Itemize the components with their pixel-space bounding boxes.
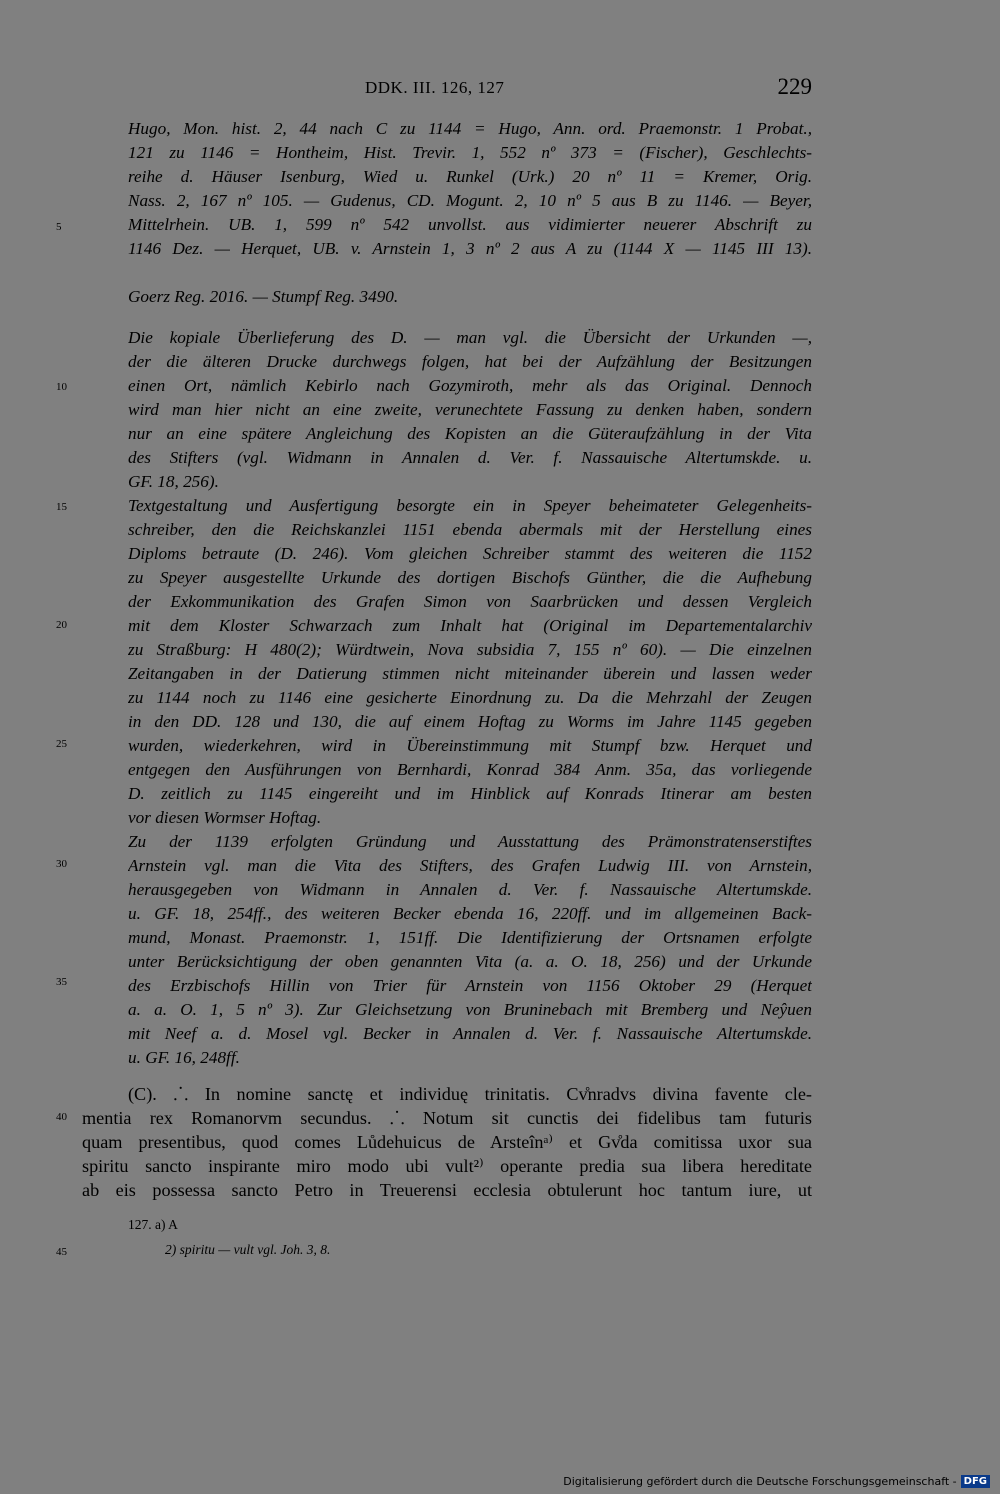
commentary-line: Die kopiale Überlieferung des D. — man vgl. die Übersicht der Urkunden —, (128, 328, 812, 347)
regesta-line: Goerz Reg. 2016. — Stumpf Reg. 3490. (128, 287, 399, 306)
commentary-line: Diploms betraute (D. 246). Vom gleichen Schreiber stammt des weiteren die 1152 (128, 544, 812, 563)
commentary-line: der Exkommunikation des Grafen Simon von Saarbrücken und dessen Vergleich (128, 592, 812, 611)
commentary-line: schreiber, den die Reichskanzlei 1151 ebenda abermals mit der Herstellung eines (128, 520, 812, 539)
charter-line: mentia rex Romanorvm secundus. ⸫ Notum sit cunctis dei fidelibus tam futuris (82, 1108, 812, 1128)
source-line: Mittelrhein. UB. 1, 599 nº 542 unvollst. aus vidimierter neuerer Abschrift zu (128, 215, 812, 234)
commentary-line: zu Speyer ausgestellte Urkunde des dortigen Bischofs Günther, die die Aufhebung (128, 568, 812, 587)
commentary-line: u. GF. 18, 254ff., des weiteren Becker ebenda 16, 220ff. und im allgemeinen Back- (128, 904, 812, 923)
line-number: 10 (56, 381, 67, 393)
line-number: 30 (56, 858, 67, 870)
footer-text: Digitalisierung gefördert durch die Deutsche Forschungsgemeinschaft - (563, 1474, 957, 1488)
commentary-line: Zeitangaben in der Datierung stimmen nicht miteinander überein und lassen weder (128, 664, 812, 683)
commentary-line: a. a. O. 1, 5 nº 3). Zur Gleichsetzung von Bruninebach mit Bremberg und Neŷuen (128, 1000, 812, 1019)
commentary-line: zu Straßburg: H 480(2); Würdtwein, Nova subsidia 7, 155 nº 60). — Die einzelnen (128, 640, 812, 659)
commentary-line: herausgegeben von Widmann in Annalen d. Ver. f. Nassauische Altertumskde. (128, 880, 812, 899)
commentary-line: D. zeitlich zu 1145 eingereiht und im Hinblick auf Konrads Itinerar am besten (128, 784, 812, 803)
charter-line: quam presentibus, quod comes Lůdehuicus de Arsteînᵃ⁾ et Gv̊da comitissa uxor sua (82, 1132, 812, 1152)
charter-line: (C). ⸫ In nomine sanctę et individuę trinitatis. Cv̊nradvs divina favente cle- (128, 1084, 812, 1104)
commentary-line: vor diesen Wormser Hoftag. (128, 808, 322, 827)
footnote-2: 2) spiritu — vult vgl. Joh. 3, 8. (165, 1242, 331, 1257)
commentary-line: mund, Monast. Praemonstr. 1, 151ff. Die Identifizierung der Ortsnamen erfolgte (128, 928, 812, 947)
commentary-line: Textgestaltung und Ausfertigung besorgte ein in Speyer beheimateter Gelegenheits- (128, 496, 812, 515)
footnote-label: 127. a) A (128, 1217, 178, 1232)
line-number: 25 (56, 738, 67, 750)
funding-footer (563, 1475, 990, 1489)
charter-line: spiritu sancto inspirante miro modo ubi vult²⁾ operante predia sua libera hereditate (82, 1156, 812, 1176)
running-title: DDK. III. 126, 127 (365, 78, 505, 97)
source-line: Hugo, Mon. hist. 2, 44 nach C zu 1144 = Hugo, Ann. ord. Praemonstr. 1 Probat., (128, 119, 812, 138)
commentary-line: mit Neef a. d. Mosel vgl. Becker in Annalen d. Ver. f. Nassauische Altertumskde. (128, 1024, 812, 1043)
line-number: 5 (56, 221, 62, 233)
commentary-line: GF. 18, 256). (128, 472, 219, 491)
commentary-line: unter Berücksichtigung der oben genannten Vita (a. a. O. 18, 256) und der Urkunde (128, 952, 812, 971)
commentary-line: nur an eine spätere Angleichung des Kopisten an die Güteraufzählung in der Vita (128, 424, 812, 443)
source-line: Nass. 2, 167 nº 105. — Gudenus, CD. Mogunt. 2, 10 nº 5 aus B zu 1146. — Beyer, (128, 191, 812, 210)
line-number: 20 (56, 619, 67, 631)
line-number: 45 (56, 1246, 67, 1258)
commentary-line: in den DD. 128 und 130, die auf einem Hoftag zu Worms im Jahre 1145 gegeben (128, 712, 812, 731)
commentary-line: des Erzbischofs Hillin von Trier für Arnstein von 1156 Oktober 29 (Herquet (128, 976, 812, 995)
commentary-line: Arnstein vgl. man die Vita des Stifters, des Grafen Ludwig III. von Arnstein, (128, 856, 812, 875)
line-number: 15 (56, 501, 67, 513)
commentary-line: mit dem Kloster Schwarzach zum Inhalt hat (Original im Departementalarchiv (128, 616, 812, 635)
charter-line: ab eis possessa sancto Petro in Treuerensi ecclesia obtulerunt hoc tantum iure, ut (82, 1180, 812, 1200)
source-line: 1146 Dez. — Herquet, UB. v. Arnstein 1, 3 nº 2 aus A zu (1144 X — 1145 III 13). (128, 239, 812, 258)
source-line: 121 zu 1146 = Hontheim, Hist. Trevir. 1, 552 nº 373 = (Fischer), Geschlechts- (128, 143, 812, 162)
commentary-line: entgegen den Ausführungen von Bernhardi, Konrad 384 Anm. 35a, das vorliegende (128, 760, 812, 779)
line-number: 35 (56, 976, 67, 988)
source-line: reihe d. Häuser Isenburg, Wied u. Runkel (Urk.) 20 nº 11 = Kremer, Orig. (128, 167, 812, 186)
commentary-line: einen Ort, nämlich Kebirlo nach Gozymiroth, mehr als das Original. Dennoch (128, 376, 812, 395)
commentary-line: der die älteren Drucke durchwegs folgen, hat bei der Aufzählung der Besitzungen (128, 352, 812, 371)
commentary-line: zu 1144 noch zu 1146 eine gesicherte Einordnung zu. Da die Mehrzahl der Zeugen (128, 688, 812, 707)
commentary-line: wurden, wiederkehren, wird in Übereinstimmung mit Stumpf bzw. Herquet und (128, 736, 812, 755)
commentary-line: u. GF. 16, 248ff. (128, 1048, 240, 1067)
page-number: 229 (777, 74, 812, 99)
commentary-line: Zu der 1139 erfolgten Gründung und Ausstattung des Prämonstratenserstiftes (128, 832, 812, 851)
commentary-line: des Stifters (vgl. Widmann in Annalen d. Ver. f. Nassauische Altertumskde. u. (128, 448, 812, 467)
commentary-line: wird man hier nicht an eine zweite, verunechtete Fassung zu denken haben, sondern (128, 400, 812, 419)
line-number: 40 (56, 1111, 67, 1123)
dfg-logo: DFG (961, 1475, 990, 1488)
running-header (0, 74, 1000, 104)
